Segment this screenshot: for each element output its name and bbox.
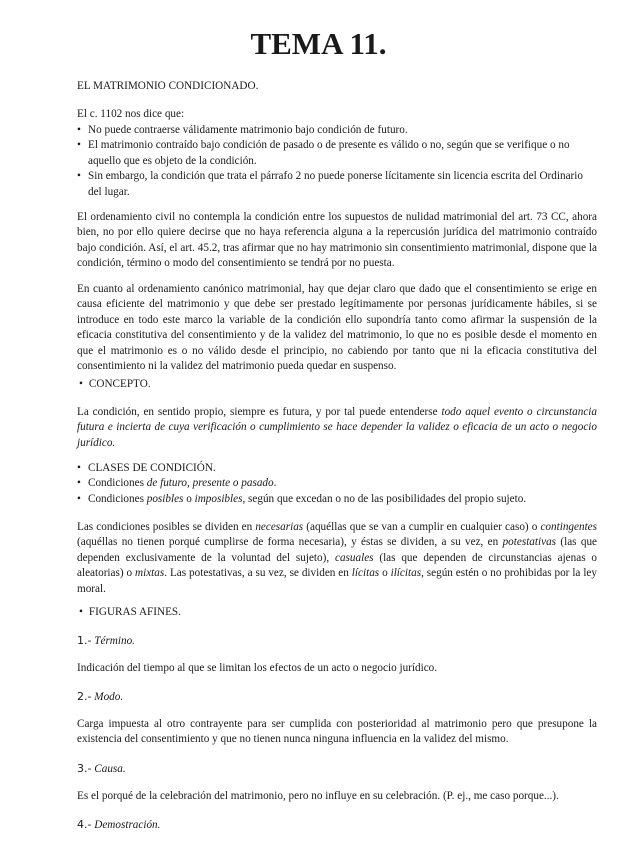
- bullet-icon: •: [77, 124, 81, 136]
- bullet-icon: •: [77, 139, 81, 152]
- list-item: • No puede contraerse válidamente matrimonio bajo condición de futuro.: [77, 123, 597, 138]
- section-heading: EL MATRIMONIO CONDICIONADO.: [77, 80, 259, 92]
- bullet-icon: •: [77, 492, 81, 505]
- figuras-heading: • FIGURAS AFINES.: [79, 606, 181, 618]
- bullet-icon: •: [79, 378, 83, 390]
- figura-heading: 1.- Término.: [77, 634, 135, 647]
- list-item: • Condiciones posibles o imposibles, según que excedan o no de las posibilidades del propio sujeto.: [77, 492, 597, 507]
- list-item: • Sin embargo, la condición que trata el párrafo 2 no puede ponerse lícitamente sin licencia escrita del Ordinario del lugar.: [77, 170, 583, 198]
- bullet-icon: •: [77, 170, 81, 183]
- canon-list: [77, 123, 597, 200]
- page-title: TEMA 11.: [250, 26, 387, 61]
- figura-description: Es el porqué de la celebración del matrimonio, pero no influye en su celebración. (P. ej., me caso porque...).: [77, 790, 559, 802]
- bullet-icon: •: [79, 606, 83, 618]
- figura-description: Carga impuesta al otro contrayente para ser cumplida con posterioridad al matrimonio pero que presupone la existencia del consentimiento y que no tienen nunca ninguna influencia en la validez del mismo.: [77, 718, 597, 746]
- clases-list: [77, 461, 597, 507]
- figura-heading: 2.- Modo.: [77, 690, 124, 703]
- paragraph-canonico: En cuanto al ordenamiento canónico matrimonial, hay que dejar claro que dado que el consentimiento se erige en causa eficiente del matrimonio y que debe ser prestado legítimamente por personas jurídicamente hábiles, si se introduce en todo este marco la variable de la condición ello supondría tanto como afirmar la suspensión de la eficacia constitutiva del consentimiento y de la validez del matrimonio, lo que no es posible desde el momento en que el matrimonio es o no válido desde el principio, no cabiendo por tanto que ni la eficacia constitutiva del consentimiento ni la validez del matrimonio pueda quedar en suspenso.: [77, 283, 597, 373]
- paragraph-concepto: La condición, en sentido propio, siempre es futura, y por tal puede entenderse todo aquel evento o circunstancia futura e incierta de cuya verificación o cumplimiento se hace depender la validez o eficacia de un acto o negocio jurídico.: [77, 406, 597, 449]
- bullet-icon: •: [77, 477, 81, 490]
- figura-heading: 3.- Causa.: [77, 762, 126, 775]
- list-item: • El matrimonio contraído bajo condición de pasado o de presente es válido o no, según que se verifique o no aquello que es objeto de la condición.: [77, 139, 570, 167]
- paragraph-civil: El ordenamiento civil no contempla la condición entre los supuestos de nulidad matrimonial del art. 73 CC, ahora bien, no por ello quiere decirse que no haya referencia alguna a la repercusión jurídica del matrimonio contraído bajo condición. Así, el art. 45.2, tras afirmar que no hay matrimonio sin consentimiento matrimonial, dispone que la condición, término o modo del consentimiento se tendrá por no puesta.: [77, 211, 597, 270]
- list-item: • Condiciones de futuro, presente o pasado.: [77, 476, 597, 491]
- paragraph-condiciones: Las condiciones posibles se dividen en necesarias (aquéllas que se van a cumplir en cualquier caso) o contingentes (aquéllas no tienen porqué cumplirse de forma necesaria), y éstas se dividen, a su vez, en potestativas (las que dependen exclusivamente de la voluntad del sujeto), casuales (las que dependen de circunstancias ajenas o aleatorias) o mixtas. Las potestativas, a su vez, se dividen en lícitas o ilícitas, según estén o no prohibidas por la ley moral.: [77, 521, 597, 595]
- concepto-heading: • CONCEPTO.: [79, 378, 151, 390]
- list-item: • CLASES DE CONDICIÓN.: [77, 461, 597, 476]
- intro-line: El c. 1102 nos dice que:: [77, 108, 185, 120]
- figura-heading: 4.- Demostración.: [77, 818, 161, 831]
- figura-description: Indicación del tiempo al que se limitan los efectos de un acto o negocio jurídico.: [77, 662, 438, 674]
- bullet-icon: •: [77, 462, 81, 474]
